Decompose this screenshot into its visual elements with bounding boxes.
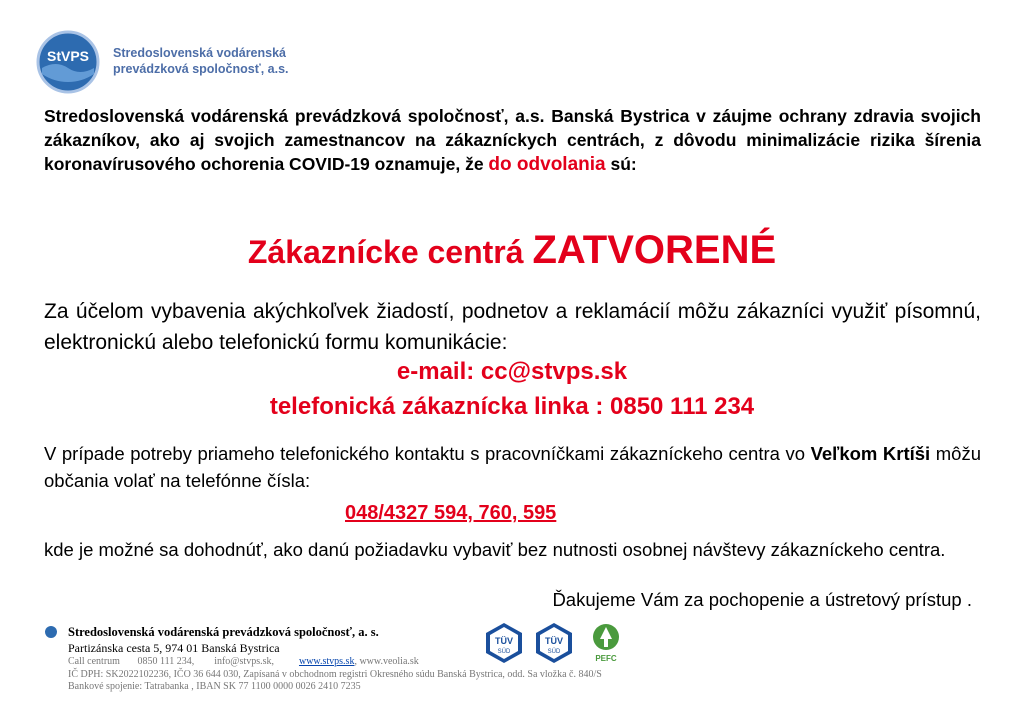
intro-paragraph	[44, 104, 981, 177]
contact-end: môžu občania volať na telefónne čísla:	[44, 443, 981, 491]
sud-text: SÜD	[497, 649, 511, 655]
tuv-badge-icon	[482, 621, 526, 665]
logo-line-2: prevádzková spoločnosť, a.s.	[113, 62, 289, 76]
intro-highlight: do odvolania	[488, 154, 606, 175]
headline-part2: ZATVORENÉ	[532, 228, 777, 272]
footer-call-number: 0850 111 234,	[137, 656, 195, 667]
pefc-text: PEFC	[595, 654, 617, 663]
tuv-badge-2-icon	[532, 621, 576, 665]
email-line: e-mail: cc@stvps.sk	[396, 358, 628, 385]
phone-numbers: 048/4327 594, 760, 595	[345, 502, 557, 524]
communication-paragraph: Za účelom vybavenia akýchkoľvek žiadostí, podnetov a reklamácií môžu zákazníci využiť písomnú, elektronickú alebo telefonickú formu komunikácie:	[44, 300, 981, 354]
contact-paragraph	[44, 440, 981, 494]
footer-ids: IČ DPH: SK2022102236, IČO 36 644 030, Zapísaná v obchodnom registri Okresného súdu Banská Bystrica, odd. Sa vložka č. 840/S	[68, 668, 602, 680]
footer-web2: , www.veolia.sk	[354, 656, 419, 667]
phone-line: telefonická zákaznícka linka : 0850 111 234	[269, 393, 755, 420]
sud-text-2: SÜD	[547, 649, 561, 655]
logo-text	[113, 45, 289, 77]
tuv-text: TÜV	[495, 636, 513, 646]
headline	[0, 228, 1024, 273]
headline-part1: Zákaznícke centrá	[247, 234, 533, 270]
contact-text: V prípade potreby priameho telefonického kontaktu s pracovníčkami zákazníckeho centra vo	[44, 443, 811, 464]
pefc-logo-icon	[585, 621, 627, 665]
thanks-line: Ďakujeme Vám za pochopenie a ústretový prístup .	[552, 589, 972, 610]
footer-bullet-icon	[45, 626, 57, 638]
intro-text: Stredoslovenská vodárenská prevádzková spoločnosť, a.s. Banská Bystrica v záujme ochrany zdravia svojich zákazníkov, ako aj svojich zamestnancov na zákazníckych centrách, z dôvodu minimalizácie rizika šírenia koronavírusového ochorenia COVID-19 oznamuje, že	[44, 106, 981, 174]
stvps-logo	[36, 30, 100, 94]
footer-address: Partizánska cesta 5, 974 01 Banská Bystrica	[68, 641, 280, 655]
footer-bank: Bankové spojenie: Tatrabanka , IBAN SK 77 1100 0000 0026 2410 7235	[68, 681, 361, 692]
logo-line-1: Stredoslovenská vodárenská	[113, 46, 286, 60]
closing-paragraph: kde je možné sa dohodnúť, ako danú požiadavku vybaviť bez nutnosti osobnej návštevy zákazníckeho centra.	[44, 539, 946, 560]
footer-email: info@stvps.sk,	[214, 656, 274, 667]
contact-bold-place: Veľkom Krtíši	[810, 443, 931, 464]
footer-call-label: Call centrum	[68, 656, 120, 667]
tuv-text-2: TÜV	[545, 636, 563, 646]
intro-end: sú:	[605, 154, 637, 174]
logo-mark: StVPS	[46, 48, 90, 64]
footer-company: Stredoslovenská vodárenská prevádzková spoločnosť, a. s.	[68, 625, 379, 639]
footer-web-link[interactable]: www.stvps.sk	[298, 656, 355, 667]
